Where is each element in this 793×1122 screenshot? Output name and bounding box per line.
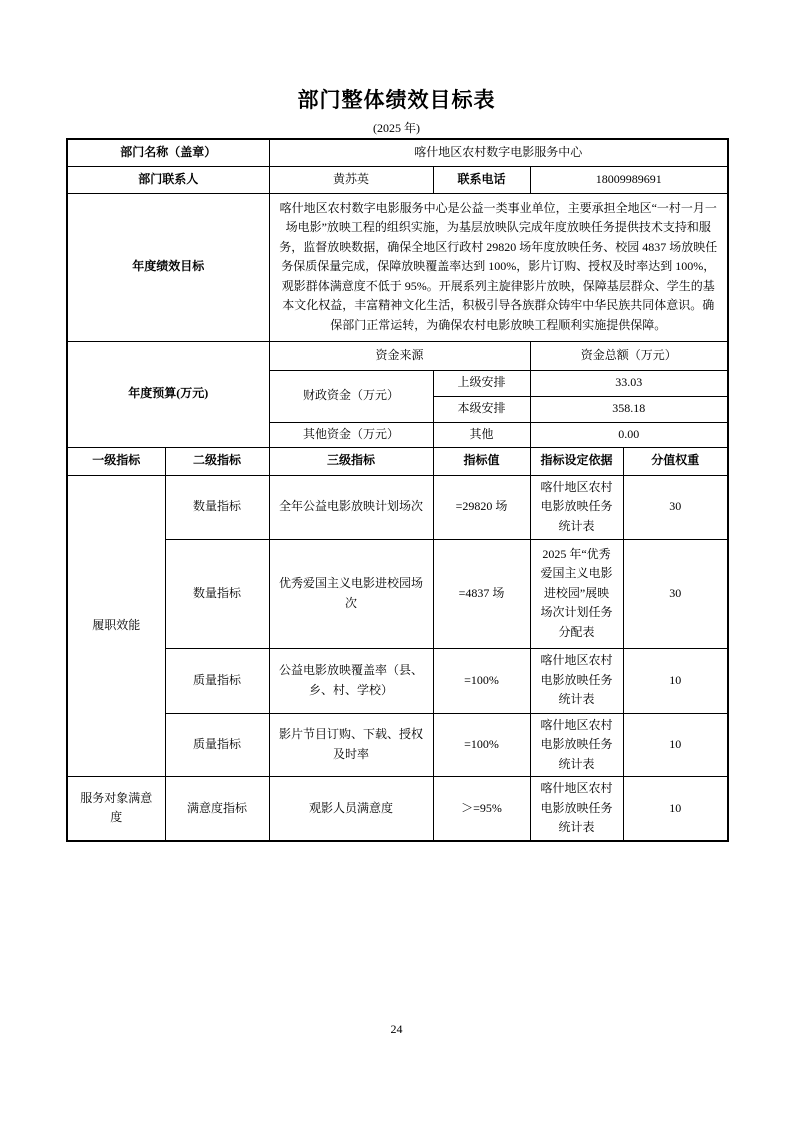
indicator-5-value: ＞=95%: [433, 777, 530, 841]
budget-label: 年度预算(万元): [67, 341, 269, 447]
table-row-indicator-headers: [67, 447, 728, 475]
header-level2: 二级指标: [165, 447, 269, 475]
table-row-budget-header: [67, 341, 728, 370]
budget-source-header: 资金来源: [269, 341, 530, 370]
table-row-annual-goal: [67, 193, 728, 341]
indicator-3-level3: 公益电影放映覆盖率（县、乡、村、学校）: [269, 648, 433, 713]
indicator-level1-satisfaction: 服务对象满意度: [67, 777, 165, 841]
indicator-2-level3: 优秀爱国主义电影进校园场次: [269, 539, 433, 648]
header-value: 指标值: [433, 447, 530, 475]
budget-amount-other: 0.00: [530, 422, 728, 447]
page-number: 24: [390, 1022, 403, 1036]
budget-item-other: 其他: [433, 422, 530, 447]
header-level1: 一级指标: [67, 447, 165, 475]
indicator-1-level2: 数量指标: [165, 475, 269, 539]
indicator-4-level3: 影片节目订购、下载、授权及时率: [269, 713, 433, 777]
table-row-dept-name: [67, 139, 728, 166]
table-row-indicator-5: [67, 777, 728, 841]
budget-total-header: 资金总额（万元）: [530, 341, 728, 370]
indicator-1-basis: 喀什地区农村电影放映任务统计表: [530, 475, 623, 539]
contact-value: 黄苏英: [269, 166, 433, 193]
header-level3: 三级指标: [269, 447, 433, 475]
performance-target-table: [66, 138, 729, 842]
indicator-1-value: =29820 场: [433, 475, 530, 539]
dept-name-label: 部门名称（盖章）: [67, 139, 269, 166]
table-row-indicator-2: [67, 539, 728, 648]
indicator-2-level2: 数量指标: [165, 539, 269, 648]
table-row-indicator-3: [67, 648, 728, 713]
indicator-3-value: =100%: [433, 648, 530, 713]
indicator-3-weight: 10: [623, 648, 728, 713]
table-row-indicator-4: [67, 713, 728, 777]
phone-label: 联系电话: [433, 166, 530, 193]
indicator-5-basis: 喀什地区农村电影放映任务统计表: [530, 777, 623, 841]
dept-name-value: 喀什地区农村数字电影服务中心: [269, 139, 728, 166]
indicator-4-weight: 10: [623, 713, 728, 777]
budget-amount-local: 358.18: [530, 396, 728, 422]
budget-item-local: 本级安排: [433, 396, 530, 422]
budget-amount-superior: 33.03: [530, 370, 728, 396]
indicator-1-weight: 30: [623, 475, 728, 539]
indicator-2-value: =4837 场: [433, 539, 530, 648]
contact-label: 部门联系人: [67, 166, 269, 193]
indicator-4-level2: 质量指标: [165, 713, 269, 777]
indicator-5-weight: 10: [623, 777, 728, 841]
budget-category-fiscal: 财政资金（万元）: [269, 370, 433, 422]
indicator-level1-performance: 履职效能: [67, 475, 165, 777]
indicator-2-weight: 30: [623, 539, 728, 648]
indicator-4-basis: 喀什地区农村电影放映任务统计表: [530, 713, 623, 777]
budget-category-other: 其他资金（万元）: [269, 422, 433, 447]
page-title: 部门整体绩效目标表: [297, 88, 496, 112]
table-row-contact: [67, 166, 728, 193]
indicator-3-basis: 喀什地区农村电影放映任务统计表: [530, 648, 623, 713]
indicator-5-level2: 满意度指标: [165, 777, 269, 841]
table-row-indicator-1: [67, 475, 728, 539]
header-weight: 分值权重: [623, 447, 728, 475]
indicator-2-basis: 2025 年“优秀爱国主义电影进校园”展映场次计划任务分配表: [530, 539, 623, 648]
indicator-4-value: =100%: [433, 713, 530, 777]
phone-value: 18009989691: [530, 166, 728, 193]
indicator-1-level3: 全年公益电影放映计划场次: [269, 475, 433, 539]
indicator-3-level2: 质量指标: [165, 648, 269, 713]
page-subtitle: (2025 年): [373, 121, 420, 135]
budget-item-superior: 上级安排: [433, 370, 530, 396]
header-basis: 指标设定依据: [530, 447, 623, 475]
annual-goal-label: 年度绩效目标: [67, 193, 269, 341]
indicator-5-level3: 观影人员满意度: [269, 777, 433, 841]
annual-goal-text: 喀什地区农村数字电影服务中心是公益一类事业单位，主要承担全地区“一村一月一场电影”放映工程的组织实施，为基层放映队完成年度放映任务提供技术支持和服务，监督放映数据，确保全地区行政村 29820 场年度放映任务、校园 4837 场放映任务保质保量完成，保障放映覆盖率达到 100%，影片订购、授权及时率达到 100%，观影群体满意度不低于 95%。开展系列主旋律影片放映，保障基层群众、学生的基本文化权益，丰富精神文化生活，积极引导各族群众铸牢中华民族共同体意识。确保部门正常运转，为确保农村电影放映工程顺利实施提供保障。: [269, 193, 728, 341]
